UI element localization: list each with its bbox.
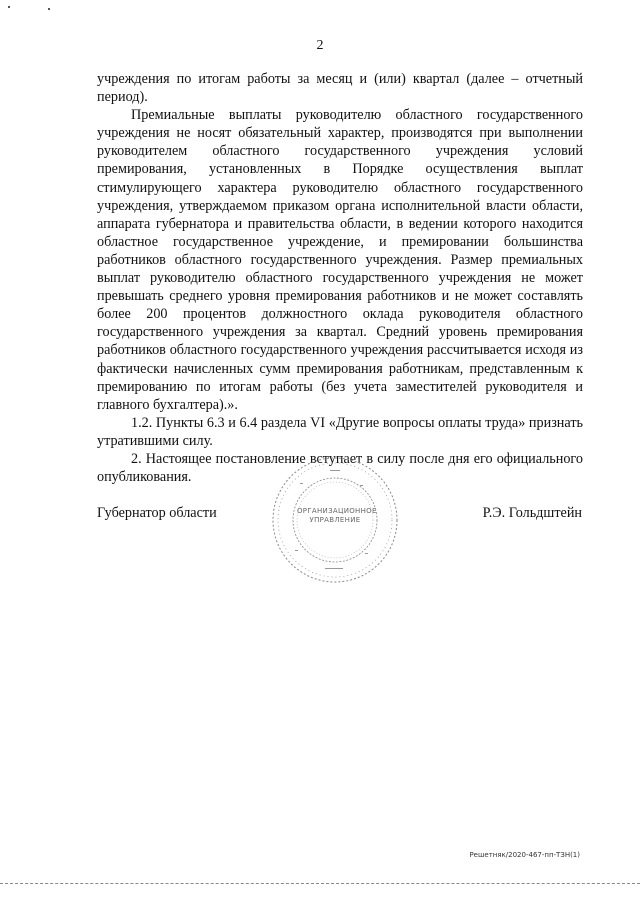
official-stamp — [270, 455, 400, 585]
signatory-position: Губернатор области — [97, 505, 217, 521]
bottom-divider — [0, 883, 640, 884]
signatory-name: Р.Э. Гольдштейн — [482, 505, 582, 521]
paragraph-2: Премиальные выплаты руководителю областного государственного учреждения не носят обязательный характер, производятся при выполнении руководителем областного государственного учреждения условий премирования, установленных в Порядке осуществления выплат стимулирующего характера руководителю областного государственного учреждения, утверждаемом приказом органа исполнительной власти области, аппарата губернатора и правительства области, в ведении которого находится областное государственное учреждение, и премировании большинства работников областного государственного учреждения. Размер премиальных выплат руководителю областного государственного учреждения не может превышать среднего уровня премирования работников и не может составлять более 200 процентов должностного оклада руководителя областного государственного учреждения за квартал. Средний уровень премирования работников областного государственного учреждения рассчитывается исходя из фактически начисленных сумм премирования работникам, представленным к премированию по итогам работы (без учета заместителей руководителя и главного бухгалтера).». — [97, 107, 583, 413]
page-number: 2 — [316, 38, 324, 53]
paragraph-3: 1.2. Пункты 6.3 и 6.4 раздела VI «Другие вопросы оплаты труда» признать утратившими силу. — [97, 414, 583, 449]
stamp-label: ОРГАНИЗАЦИОННОЕ УПРАВЛЕНИЕ — [297, 507, 377, 524]
paragraph-4: 2. Настоящее постановление вступает в силу после дня его официального опубликования. — [97, 450, 583, 486]
document-code: Решетняк/2020-467-пп-ТЗН(1) — [469, 851, 580, 859]
paragraph-1: учреждения по итогам работы за месяц и (или) квартал (далее – отчетный период). — [97, 71, 583, 106]
document-body — [97, 70, 583, 486]
